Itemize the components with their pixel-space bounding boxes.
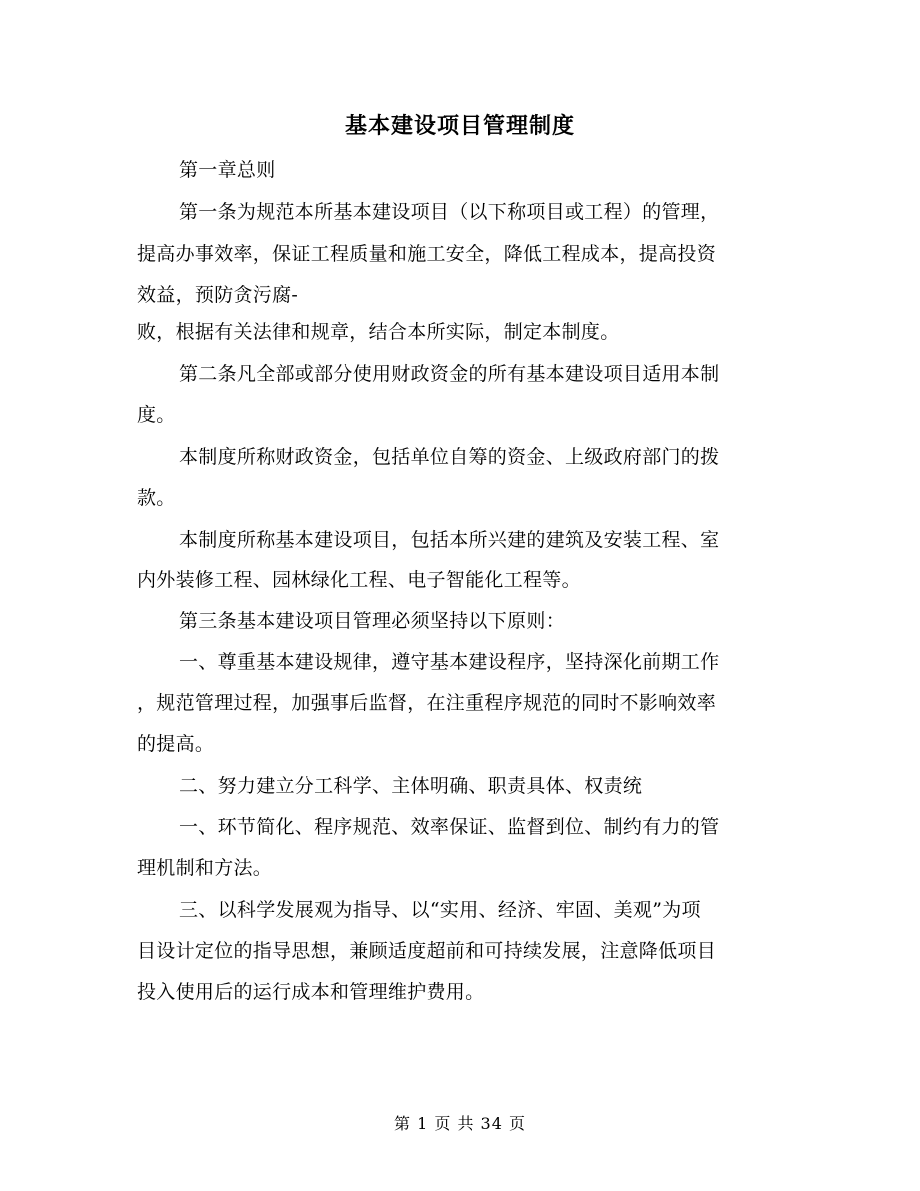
paragraph-line: 目设计定位的指导思想，兼顾适度超前和可持续发展，注意降低项目 bbox=[137, 940, 717, 962]
paragraph-line: 度。 bbox=[137, 404, 176, 426]
paragraph-line: 第三条基本建设项目管理必须坚持以下原则： bbox=[179, 610, 566, 632]
paragraph-line: 第一条为规范本所基本建设项目（以下称项目或工程）的管理， bbox=[179, 201, 720, 223]
paragraph-line: 内外装修工程、园林绿化工程、电子智能化工程等。 bbox=[137, 569, 581, 591]
paragraph-line: 第二条凡全部或部分使用财政资金的所有基本建设项目适用本制 bbox=[179, 363, 720, 385]
chapter-heading: 第一章总则 bbox=[179, 159, 276, 181]
paragraph-line: 提高办事效率，保证工程质量和施工安全，降低工程成本，提高投资 bbox=[137, 243, 717, 265]
paragraph-line: 三、以科学发展观为指导、以“实用、经济、牢固、美观”为项 bbox=[179, 899, 701, 921]
paragraph-line: 一、环节简化、程序规范、效率保证、监督到位、制约有力的管 bbox=[179, 816, 720, 838]
paragraph-line: 款。 bbox=[137, 487, 176, 509]
page-title: 基本建设项目管理制度 bbox=[344, 113, 575, 139]
paragraph-line: 理机制和方法。 bbox=[137, 857, 273, 879]
paragraph-line: 败，根据有关法律和规章，结合本所实际，制定本制度。 bbox=[137, 321, 620, 343]
paragraph-line: 本制度所称基本建设项目，包括本所兴建的建筑及安装工程、室 bbox=[179, 529, 720, 551]
paragraph-line: 本制度所称财政资金，包括单位自筹的资金、上级政府部门的拨 bbox=[179, 446, 720, 468]
paragraph-line: 投入使用后的运行成本和管理维护费用。 bbox=[137, 981, 485, 1003]
paragraph-line: 效益，预防贪污腐- bbox=[137, 284, 299, 306]
paragraph-line: 二、努力建立分工科学、主体明确、职责具体、权责统 bbox=[179, 775, 643, 797]
page-number-footer: 第 1 页 共 34 页 bbox=[394, 1114, 526, 1133]
paragraph-line: ，规范管理过程，加强事后监督，在注重程序规范的同时不影响效率 bbox=[137, 692, 717, 714]
paragraph-line: 一、尊重基本建设规律，遵守基本建设程序，坚持深化前期工作 bbox=[179, 651, 720, 673]
paragraph-line: 的提高。 bbox=[137, 733, 215, 755]
